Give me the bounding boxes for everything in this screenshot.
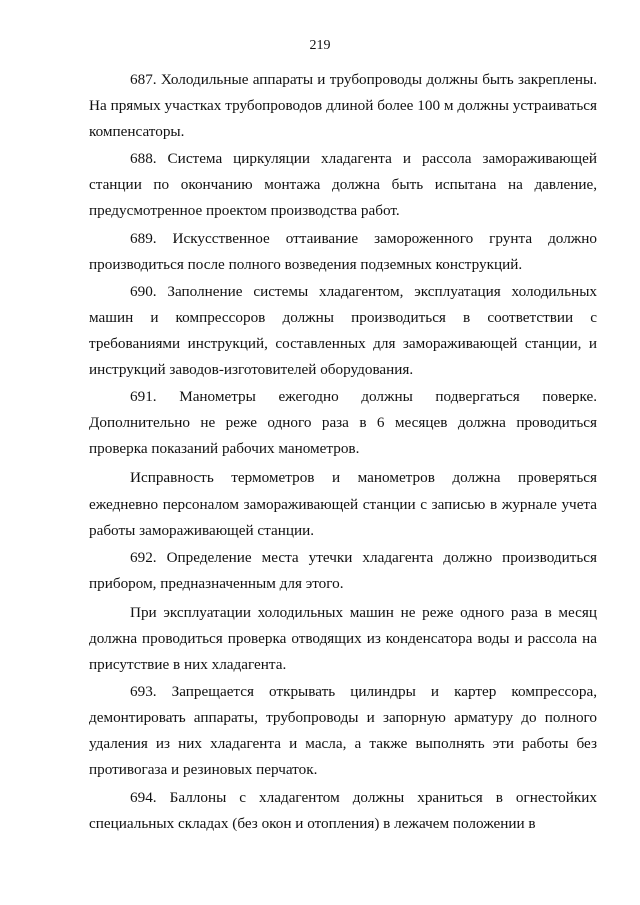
paragraph-694: 694. Баллоны с хладагентом должны храниться в огнестойких специальных складах (без окон и отопления) в лежачем положении в: [89, 788, 597, 832]
paragraph-691-continuation: Исправность термометров и манометров должна проверяться ежедневно персоналом замораживающей станции с записью в журнале учета работы замораживающей станции.: [89, 469, 597, 539]
page-number: 219: [309, 38, 331, 53]
paragraph-693: 693. Запрещается открывать цилиндры и картер компрессора, демонтировать аппараты, трубопроводы и запорную арматуру до полного удаления из них хладагента и масла, а также выполнять эти работы без противогаза и резиновых перчаток.: [89, 683, 597, 779]
paragraph-692-continuation: При эксплуатации холодильных машин не реже одного раза в месяц должна проводиться проверка отводящих из конденсатора воды и рассола на присутствие в них хладагента.: [89, 603, 597, 674]
paragraph-691: 691. Манометры ежегодно должны подвергаться поверке. Дополнительно не реже одного раза в 6 месяцев должна проводиться проверка показаний рабочих манометров.: [89, 388, 597, 458]
paragraph-692: 692. Определение места утечки хладагента должно производиться прибором, предназначенным для этого.: [89, 548, 597, 592]
document-body: [89, 67, 597, 837]
paragraph-690: 690. Заполнение системы хладагентом, эксплуатация холодильных машин и компрессоров должны производиться в соответствии с требованиями инструкций, составленных для замораживающей станции, и инструкций заводов-изготовителей оборудования.: [89, 282, 597, 379]
paragraph-689: 689. Искусственное оттаивание замороженного грунта должно производиться после полного возведения подземных конструкций.: [89, 229, 597, 273]
paragraph-688: 688. Система циркуляции хладагента и рассола замораживающей станции по окончанию монтажа должна быть испытана на давление, предусмотренное проектом производства работ.: [89, 150, 597, 220]
paragraph-687: 687. Холодильные аппараты и трубопроводы должны быть закреплены. На прямых участках трубопроводов длиной более 100 м должны устраиваться компенсаторы.: [89, 71, 597, 141]
